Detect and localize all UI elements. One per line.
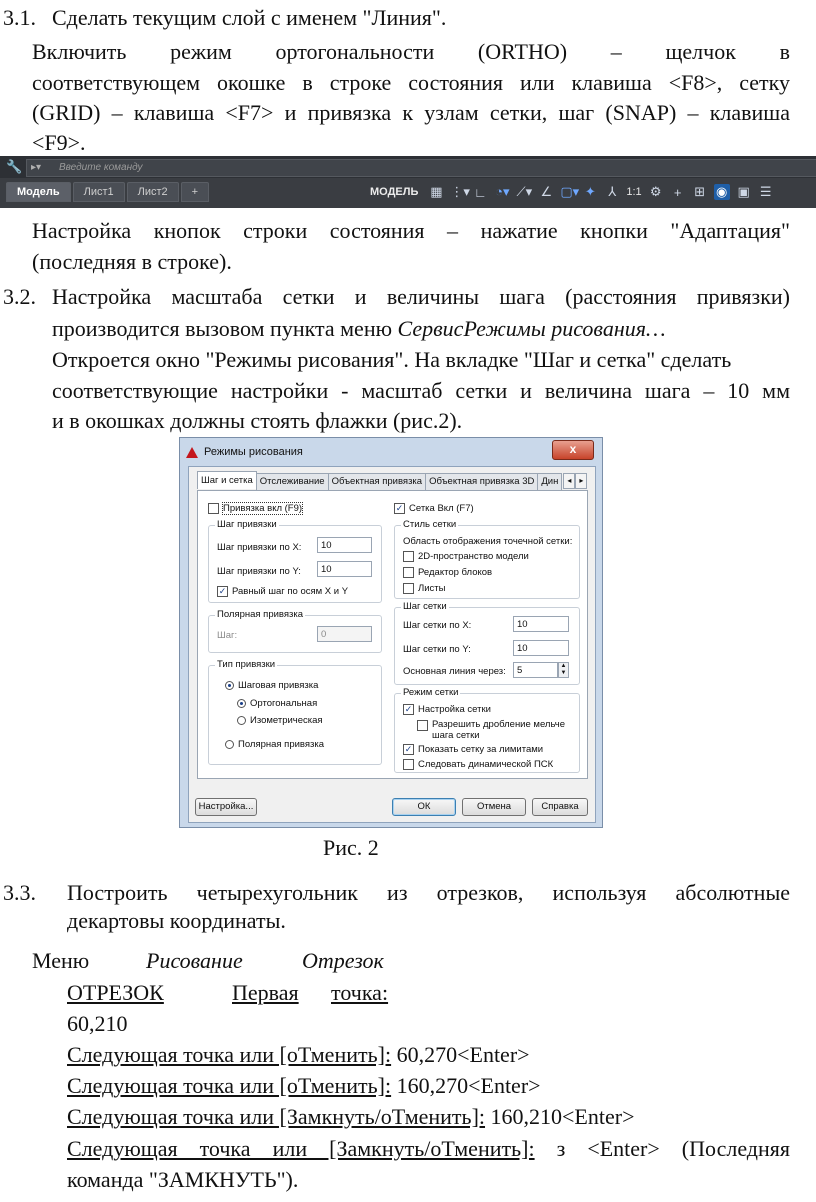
ok-button[interactable]: ОК <box>392 798 456 816</box>
checkbox-box <box>403 567 414 578</box>
autocad-status-bar <box>0 156 816 208</box>
checkbox-box <box>208 503 219 514</box>
cmd-word <box>331 977 388 1008</box>
paragraph-line <box>52 313 666 344</box>
tab-polar-tracking[interactable]: Отслеживание <box>256 473 329 491</box>
figure-caption: Рис. 2 <box>323 835 379 860</box>
paragraph-line: (последняя в строке). <box>32 249 232 274</box>
tab-sheet2[interactable]: Лист2 <box>127 182 179 202</box>
checkbox-box: ✓ <box>404 744 413 754</box>
snap-x-label: Шаг привязки по X: <box>217 542 302 553</box>
cmd-prompt-text: Первая <box>232 980 299 1005</box>
radio-dot <box>237 716 246 725</box>
paragraph-line: <F9>. <box>32 130 86 155</box>
grid-style-description: Область отображения точечной сетки: <box>403 536 573 547</box>
menu-intro-text: производится вызовом пункта меню <box>52 316 398 341</box>
cmd-prompt-text: Следующая точка или [оТменить]: <box>67 1042 392 1067</box>
snap-y-input[interactable]: 10 <box>317 561 372 577</box>
fullscreen-icon[interactable]: ▣ <box>737 184 750 199</box>
options-button[interactable]: Настройка... <box>195 798 257 816</box>
checkbox-label: Сетка Вкл (F7) <box>409 503 474 514</box>
status-buttons <box>366 180 774 204</box>
command-line-row <box>0 156 816 178</box>
checkbox-label: 2D-пространство модели <box>418 551 529 562</box>
tab-object-snap[interactable]: Объектная привязка <box>328 473 427 491</box>
menu-drawing: Рисование <box>146 948 243 973</box>
dialog-title: Режимы рисования <box>204 446 303 458</box>
cmd-word <box>232 977 299 1008</box>
cmd-value: 160,270<Enter> <box>391 1073 541 1098</box>
chevron-right-icon[interactable]: ▸ <box>575 473 587 489</box>
snap-y-label: Шаг привязки по Y: <box>217 566 301 577</box>
cmd-prompt-text: Следующая точка или [оТменить]: <box>67 1073 392 1098</box>
dialog-titlebar <box>186 442 303 462</box>
group-title: Полярная привязка <box>217 609 304 620</box>
paragraph-line: Настройка масштаба сетки и величины шага (расстояния привязки) <box>52 284 790 309</box>
grid-spacing-group <box>394 601 580 685</box>
model-space-button[interactable]: МОДЕЛЬ <box>370 186 419 198</box>
checkbox-box <box>403 583 414 594</box>
checkbox-box <box>417 720 428 731</box>
polar-step-input[interactable]: 0 <box>317 626 372 642</box>
paragraph-line: Откроется окно "Режимы рисования". На вкладке "Шаг и сетка" сделать <box>52 347 732 372</box>
grid-on-checkbox[interactable] <box>394 503 474 514</box>
chevron-left-icon[interactable]: ◂ <box>563 473 575 489</box>
equal-xy-checkbox[interactable] <box>217 586 348 597</box>
grid-y-label: Шаг сетки по Y: <box>403 644 471 655</box>
group-title: Стиль сетки <box>403 519 457 530</box>
cmd-line <box>67 1133 790 1164</box>
close-button[interactable]: x <box>552 440 594 460</box>
otrack-icon[interactable]: ∠ <box>540 184 553 199</box>
checkbox-label: Привязка вкл (F9) <box>223 503 303 514</box>
annotation-scale-icon[interactable]: ⅄ <box>608 184 617 199</box>
drafting-settings-dialog <box>179 437 603 828</box>
radio-dot <box>225 681 234 690</box>
grid-behavior-group <box>394 687 580 773</box>
group-title: Тип привязки <box>217 659 276 670</box>
paragraph-line: декартовы координаты. <box>67 908 286 933</box>
cmd-value: 60,210 <box>67 1011 128 1036</box>
autocad-logo-icon <box>186 447 198 458</box>
polar-icon[interactable]: ◔▾ <box>495 184 510 199</box>
tab-sheet1[interactable]: Лист1 <box>73 182 125 202</box>
dialog-body <box>188 466 596 823</box>
gear-icon[interactable]: ⚙ <box>649 184 662 199</box>
radio-label: Шаговая привязка <box>238 680 319 691</box>
prompt-icon: ▸▾ <box>31 162 42 173</box>
tab-add[interactable]: + <box>181 182 209 202</box>
major-line-label: Основная линия через: <box>403 666 506 677</box>
paragraph-line: и в окошках должны стоять флажки (рис.2). <box>52 408 463 433</box>
checkbox-label: Редактор блоков <box>418 567 493 578</box>
label-line: шага сетки <box>432 730 480 741</box>
label-line: Разрешить дробление мельче <box>432 719 566 730</box>
grid-x-input[interactable]: 10 <box>513 616 569 632</box>
menu-line-item <box>302 945 384 976</box>
cmd-line <box>67 1070 541 1101</box>
tab-snap-and-grid[interactable]: Шаг и сетка <box>197 471 257 489</box>
snap-icon[interactable]: ⋮▾ <box>450 184 470 199</box>
plus-icon[interactable]: + <box>673 184 682 200</box>
wrench-icon[interactable]: 🔧 <box>6 159 23 174</box>
grid-y-input[interactable]: 10 <box>513 640 569 656</box>
snap-type-group <box>208 659 382 765</box>
scale-selector[interactable]: 1:1 <box>626 186 642 198</box>
tab-dynamic-input[interactable]: Дин <box>537 473 562 491</box>
cmd-word <box>67 977 164 1008</box>
isolate-icon[interactable]: ◉ <box>714 184 730 200</box>
radio-label: Ортогональная <box>250 698 318 709</box>
checkbox-box: ✓ <box>395 503 404 513</box>
cancel-button[interactable]: Отмена <box>462 798 526 816</box>
group-title: Шаг привязки <box>217 519 277 530</box>
checkbox-label: Показать сетку за лимитами <box>418 744 544 755</box>
layout-tabs <box>6 182 209 202</box>
tab-model[interactable]: Модель <box>6 182 71 202</box>
polar-snap-radio[interactable] <box>225 739 324 750</box>
osnap-icon[interactable]: ▢▾ <box>560 184 580 199</box>
menu-drawing-modes: Режимы рисования… <box>463 316 666 341</box>
paragraph-line: Настройка кнопок строки состояния – нажатие кнопки "Адаптация" <box>32 218 790 243</box>
cmd-prompt-text: точка: <box>331 980 389 1005</box>
checkbox-box <box>403 759 414 770</box>
isodraft-icon[interactable]: ⟋▾ <box>516 184 533 199</box>
major-line-input[interactable]: 5 <box>513 662 558 678</box>
radio-label: Изометрическая <box>250 715 323 726</box>
command-placeholder: Введите команду <box>59 162 143 173</box>
section-number-3-2: 3.2. <box>3 284 36 309</box>
snap-x-input[interactable]: 10 <box>317 537 372 553</box>
follow-ucs-checkbox[interactable] <box>403 759 553 770</box>
menu-service: Сервис <box>397 316 464 341</box>
cmd-line <box>67 1039 530 1070</box>
menu-path <box>146 945 243 976</box>
checkbox-label: Настройка сетки <box>418 704 491 715</box>
cmd-line <box>67 1101 634 1132</box>
cmd-value: 160,210<Enter> <box>485 1104 635 1129</box>
radio-dot <box>237 699 246 708</box>
command-input[interactable] <box>26 159 816 177</box>
cmd-value: з <Enter> (Последняя <box>534 1136 790 1161</box>
cmd-prompt-text: Следующая точка или [Замкнуть/оТменить]: <box>67 1104 486 1129</box>
radio-dot <box>225 740 234 749</box>
checkbox-label: Следовать динамической ПСК <box>418 759 554 770</box>
workspace-icon[interactable]: ⊞ <box>694 184 706 199</box>
grid-icon[interactable]: ▦ <box>430 184 443 199</box>
paragraph-line: соответствующем окошке в строке состояния или клавиша <F8>, сетку <box>32 70 790 95</box>
tab-3d-object-snap[interactable]: Объектная привязка 3D <box>425 473 538 491</box>
cmd-value: 60,270<Enter> <box>391 1042 530 1067</box>
major-line-stepper[interactable]: ▲ ▼ <box>558 662 569 678</box>
checkbox-label <box>432 719 565 741</box>
snap-on-checkbox[interactable] <box>208 503 302 514</box>
grid-style-group <box>394 519 580 599</box>
grid-x-label: Шаг сетки по X: <box>403 620 472 631</box>
section-number-3-3: 3.3. <box>3 880 36 905</box>
checkbox-box: ✓ <box>404 704 413 714</box>
ortho-icon[interactable]: ∟ <box>474 184 487 200</box>
section-heading-3-1: Сделать текущим слой с именем "Линия". <box>52 5 447 30</box>
grid-snap-radio[interactable] <box>225 680 318 691</box>
subdivision-checkbox[interactable] <box>417 719 565 741</box>
checkbox-label: Равный шаг по осям X и Y <box>232 586 349 597</box>
menu-label: Меню <box>32 948 90 973</box>
rectangular-snap-radio[interactable] <box>237 698 317 709</box>
radio-label: Полярная привязка <box>238 739 325 750</box>
paragraph-line: соответствующие настройки - масштаб сетки и величина шага – 10 мм <box>52 378 790 403</box>
cmd-line: команда "ЗАМКНУТЬ"). <box>67 1167 299 1192</box>
paragraph-line: (GRID) – клавиша <F7> и привязка к узлам сетки, шаг (SNAP) – клавиша <box>32 100 790 125</box>
section-number-3-1: 3.1. <box>3 5 36 30</box>
isometric-snap-radio[interactable] <box>237 715 323 726</box>
checkbox-box: ✓ <box>218 586 227 596</box>
polar-step-label: Шаг: <box>217 630 238 641</box>
paragraph-line: Включить режим ортогональности (ORTHO) – щелчок в <box>32 39 790 64</box>
group-title: Режим сетки <box>403 687 459 698</box>
checkbox-label: Листы <box>418 583 446 594</box>
style-block-editor-checkbox[interactable] <box>403 567 492 578</box>
customize-icon[interactable]: ☰ <box>759 184 772 199</box>
cmd-prompt-text: Следующая точка или [Замкнуть/оТменить]: <box>67 1136 535 1161</box>
menu-segment: Отрезок <box>302 948 384 973</box>
checkbox-box <box>403 551 414 562</box>
annotation-visibility-icon[interactable]: ✦ <box>584 184 596 199</box>
tab-scroll <box>563 473 587 491</box>
polar-spacing-group <box>208 609 382 653</box>
snap-spacing-group <box>208 519 382 603</box>
style-2d-checkbox[interactable] <box>403 551 529 562</box>
cmd-prompt-text: ОТРЕЗОК <box>67 980 164 1005</box>
paragraph-line: Построить четырехугольник из отрезков, используя абсолютные <box>67 880 790 905</box>
help-button[interactable]: Справка <box>532 798 588 816</box>
beyond-limits-checkbox[interactable] <box>403 744 543 755</box>
tab-panel <box>197 490 588 779</box>
dialog-tabs <box>197 473 587 491</box>
style-sheets-checkbox[interactable] <box>403 583 445 594</box>
group-title: Шаг сетки <box>403 601 447 612</box>
adaptive-grid-checkbox[interactable] <box>403 704 491 715</box>
